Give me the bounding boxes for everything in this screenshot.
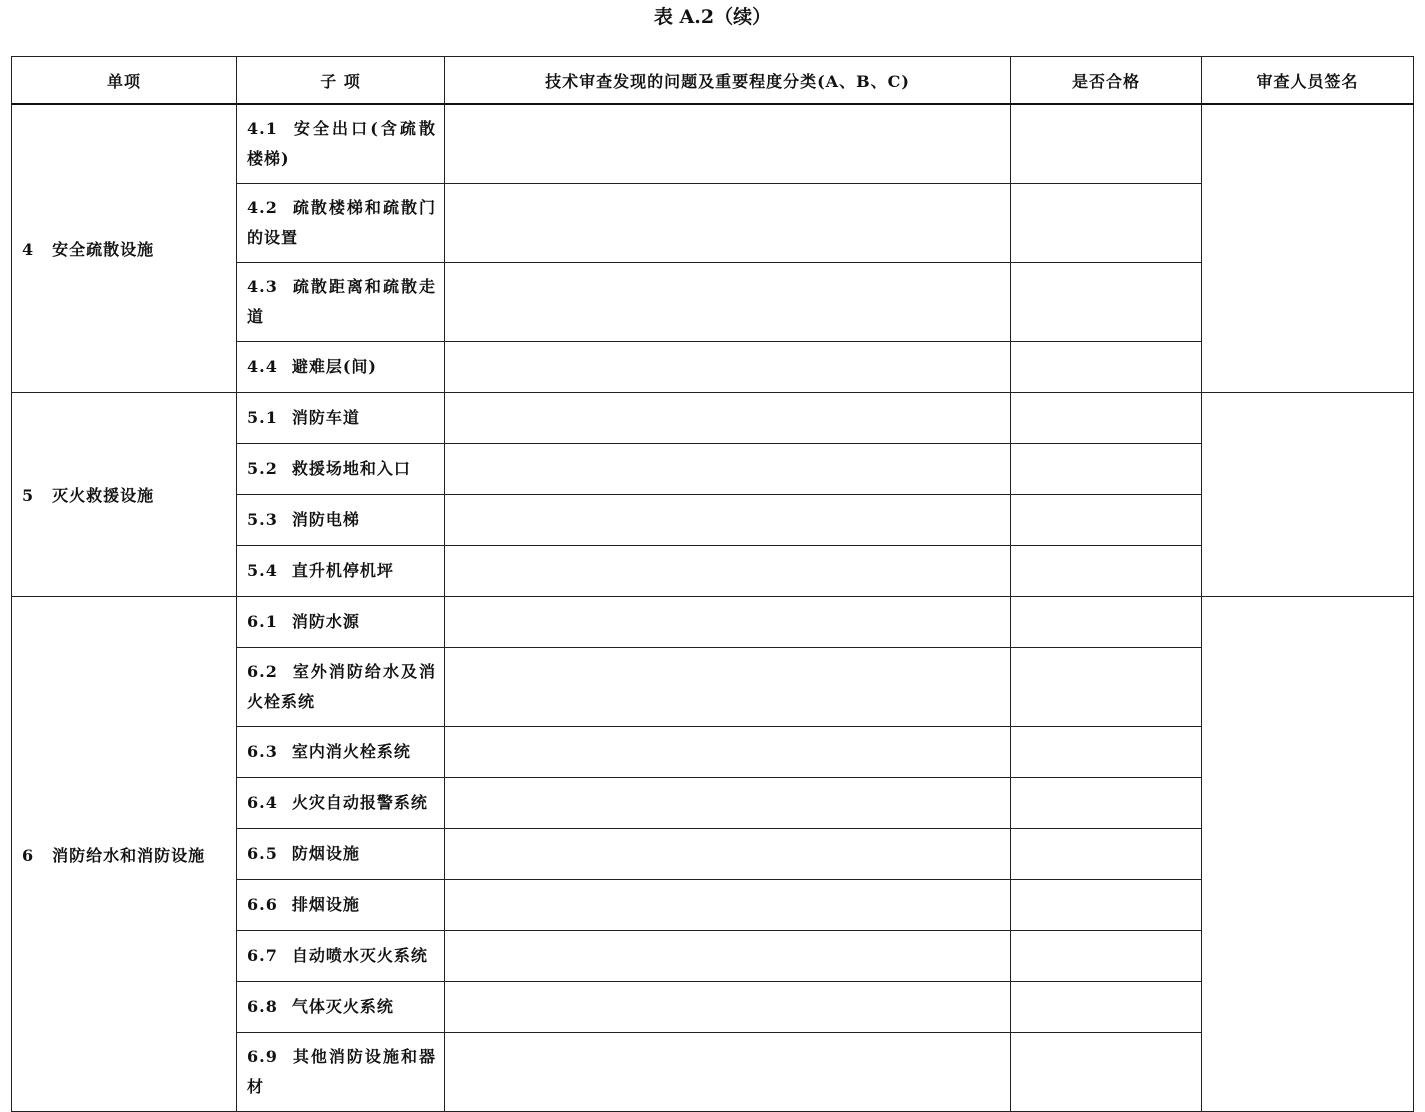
header-issues: 技术审查发现的问题及重要程度分类(A、B、C) xyxy=(445,57,1011,105)
table-row xyxy=(12,393,1414,444)
qualified-cell[interactable] xyxy=(1011,444,1202,495)
subitem-number: 6.1 xyxy=(247,612,278,631)
subitem-label: 自动喷水灭火系统 xyxy=(291,946,428,965)
issues-cell[interactable] xyxy=(445,444,1011,495)
item-cell xyxy=(12,597,237,1112)
subitem-number: 6.5 xyxy=(247,844,278,863)
subitem-label: 火灾自动报警系统 xyxy=(291,793,428,812)
qualified-cell[interactable] xyxy=(1011,104,1202,184)
issues-cell[interactable] xyxy=(445,1033,1011,1112)
header-subitem: 子 项 xyxy=(237,57,445,105)
subitem-label: 疏散距离和疏散走道 xyxy=(247,277,436,326)
subitem-number: 4.4 xyxy=(247,357,278,376)
subitem-number: 6.8 xyxy=(247,997,278,1016)
subitem-label: 排烟设施 xyxy=(291,895,360,914)
subitem-cell xyxy=(237,393,445,444)
subitem-cell xyxy=(237,546,445,597)
review-table xyxy=(11,56,1414,1112)
issues-cell[interactable] xyxy=(445,778,1011,829)
subitem-label: 其他消防设施和器材 xyxy=(247,1047,436,1096)
table-body xyxy=(12,104,1414,1112)
subitem-cell xyxy=(237,597,445,648)
subitem-label: 室外消防给水及消火栓系统 xyxy=(247,662,436,711)
issues-cell[interactable] xyxy=(445,648,1011,727)
subitem-number: 5.2 xyxy=(247,459,278,478)
subitem-cell xyxy=(237,648,445,727)
qualified-cell[interactable] xyxy=(1011,982,1202,1033)
issues-cell[interactable] xyxy=(445,104,1011,184)
subitem-cell xyxy=(237,444,445,495)
subitem-cell xyxy=(237,495,445,546)
header-signature: 审查人员签名 xyxy=(1202,57,1414,105)
qualified-cell[interactable] xyxy=(1011,1033,1202,1112)
issues-cell[interactable] xyxy=(445,263,1011,342)
qualified-cell[interactable] xyxy=(1011,931,1202,982)
subitem-label: 消防水源 xyxy=(291,612,360,631)
issues-cell[interactable] xyxy=(445,184,1011,263)
issues-cell[interactable] xyxy=(445,393,1011,444)
subitem-cell xyxy=(237,880,445,931)
item-label: 灭火救援设施 xyxy=(52,486,155,505)
subitem-cell xyxy=(237,104,445,184)
subitem-label: 直升机停机坪 xyxy=(291,561,394,580)
item-number: 5 xyxy=(22,486,35,505)
subitem-number: 6.7 xyxy=(247,946,278,965)
header-item: 单项 xyxy=(12,57,237,105)
issues-cell[interactable] xyxy=(445,829,1011,880)
subitem-cell xyxy=(237,1033,445,1112)
signature-cell[interactable] xyxy=(1202,597,1414,1112)
qualified-cell[interactable] xyxy=(1011,880,1202,931)
subitem-number: 6.3 xyxy=(247,742,278,761)
qualified-cell[interactable] xyxy=(1011,263,1202,342)
qualified-cell[interactable] xyxy=(1011,342,1202,393)
qualified-cell[interactable] xyxy=(1011,184,1202,263)
page-title: 表 A.2（续） xyxy=(653,6,772,28)
subitem-label: 室内消火栓系统 xyxy=(291,742,411,761)
qualified-cell[interactable] xyxy=(1011,648,1202,727)
issues-cell[interactable] xyxy=(445,342,1011,393)
qualified-cell[interactable] xyxy=(1011,829,1202,880)
subitem-number: 6.2 xyxy=(247,662,278,681)
subitem-label: 消防电梯 xyxy=(291,510,360,529)
table-row xyxy=(12,597,1414,648)
subitem-label: 救援场地和入口 xyxy=(291,459,411,478)
subitem-label: 防烟设施 xyxy=(291,844,360,863)
subitem-number: 4.1 xyxy=(247,119,278,138)
table-row xyxy=(12,104,1414,184)
issues-cell[interactable] xyxy=(445,495,1011,546)
signature-cell[interactable] xyxy=(1202,104,1414,393)
issues-cell[interactable] xyxy=(445,727,1011,778)
item-cell xyxy=(12,393,237,597)
qualified-cell[interactable] xyxy=(1011,778,1202,829)
subitem-number: 4.3 xyxy=(247,277,278,296)
subitem-label: 安全出口(含疏散楼梯) xyxy=(247,119,436,168)
subitem-cell xyxy=(237,263,445,342)
subitem-cell xyxy=(237,342,445,393)
issues-cell[interactable] xyxy=(445,931,1011,982)
issues-cell[interactable] xyxy=(445,982,1011,1033)
subitem-number: 4.2 xyxy=(247,198,278,217)
subitem-cell xyxy=(237,829,445,880)
subitem-number: 6.6 xyxy=(247,895,278,914)
issues-cell[interactable] xyxy=(445,546,1011,597)
subitem-label: 气体灭火系统 xyxy=(291,997,394,1016)
issues-cell[interactable] xyxy=(445,597,1011,648)
header-row xyxy=(12,57,1414,105)
subitem-number: 5.3 xyxy=(247,510,278,529)
item-number: 4 xyxy=(22,240,35,259)
subitem-label: 疏散楼梯和疏散门的设置 xyxy=(247,198,436,247)
signature-cell[interactable] xyxy=(1202,393,1414,597)
issues-cell[interactable] xyxy=(445,880,1011,931)
subitem-label: 消防车道 xyxy=(291,408,360,427)
qualified-cell[interactable] xyxy=(1011,393,1202,444)
item-number: 6 xyxy=(22,845,35,865)
subitem-number: 5.4 xyxy=(247,561,278,580)
qualified-cell[interactable] xyxy=(1011,546,1202,597)
subitem-number: 5.1 xyxy=(247,408,278,427)
subitem-number: 6.9 xyxy=(247,1047,278,1066)
qualified-cell[interactable] xyxy=(1011,727,1202,778)
subitem-label: 避难层(间) xyxy=(291,357,377,376)
subitem-cell xyxy=(237,184,445,263)
qualified-cell[interactable] xyxy=(1011,495,1202,546)
subitem-cell xyxy=(237,778,445,829)
item-label: 消防给水和消防设施 xyxy=(52,845,206,865)
subitem-cell xyxy=(237,727,445,778)
item-cell xyxy=(12,104,237,393)
header-qualified: 是否合格 xyxy=(1011,57,1202,105)
subitem-cell xyxy=(237,982,445,1033)
subitem-number: 6.4 xyxy=(247,793,278,812)
subitem-cell xyxy=(237,931,445,982)
item-label: 安全疏散设施 xyxy=(52,240,155,259)
qualified-cell[interactable] xyxy=(1011,597,1202,648)
